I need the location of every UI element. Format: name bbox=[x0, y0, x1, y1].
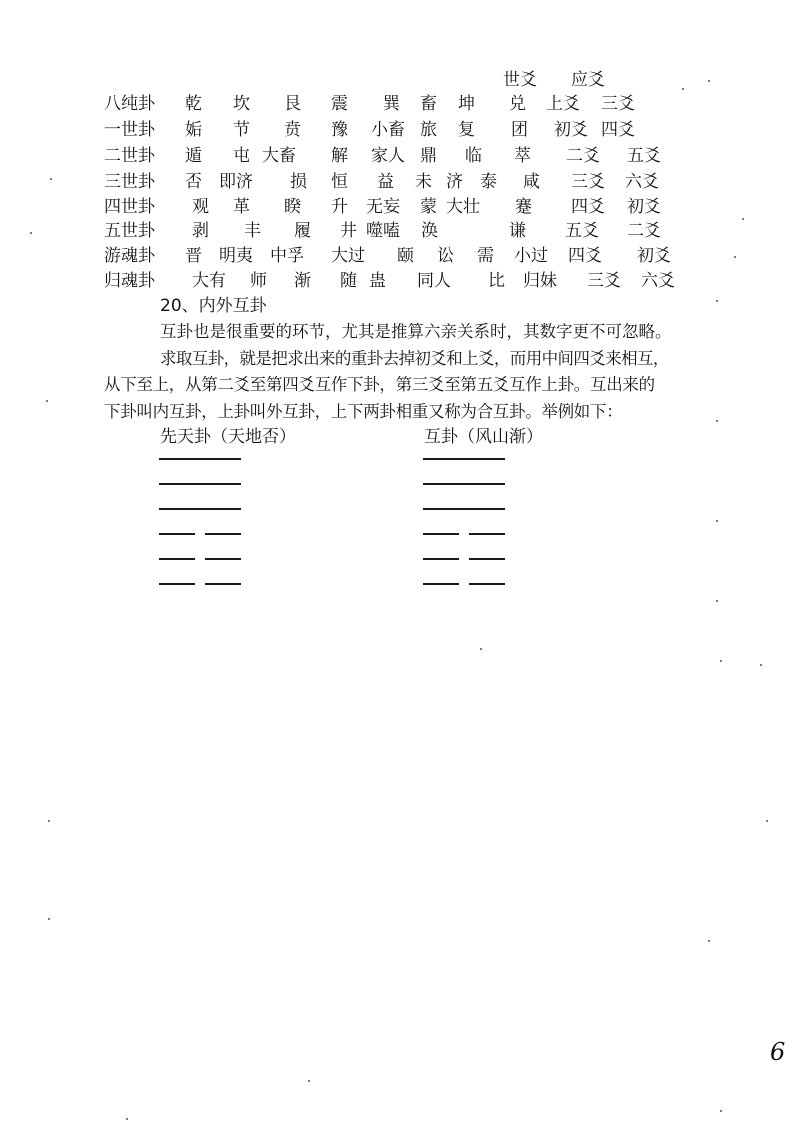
example-label-xiantian: 先天卦（天地否） bbox=[160, 427, 296, 447]
yang-line bbox=[159, 508, 241, 510]
table-cell: 三爻 bbox=[587, 271, 621, 291]
table-row-label: 八纯卦 bbox=[104, 94, 155, 114]
scan-speck bbox=[742, 218, 744, 220]
table-cell: 团 bbox=[511, 120, 528, 140]
table-cell: 晋 bbox=[185, 246, 202, 266]
table-cell: 三爻 bbox=[601, 94, 635, 114]
table-cell: 遁 bbox=[185, 146, 202, 166]
scan-speck bbox=[716, 420, 718, 422]
table-cell: 乾 bbox=[185, 94, 202, 114]
scan-speck bbox=[716, 600, 718, 602]
table-cell: 初爻 bbox=[554, 120, 588, 140]
table-cell: 睽 bbox=[284, 197, 301, 217]
table-cell: 咸 bbox=[523, 172, 540, 192]
scan-speck bbox=[480, 648, 482, 650]
table-row-label: 归魂卦 bbox=[104, 271, 155, 291]
table-cell: 随 bbox=[340, 271, 357, 291]
table-cell: 萃 bbox=[514, 146, 531, 166]
table-cell: 屯 bbox=[233, 146, 250, 166]
scan-speck bbox=[48, 820, 50, 822]
table-cell: 四爻 bbox=[601, 120, 635, 140]
table-cell: 噬嗑 bbox=[366, 221, 400, 241]
table-cell: 六爻 bbox=[625, 172, 659, 192]
table-cell: 解 bbox=[331, 146, 348, 166]
yin-line-segment bbox=[159, 583, 195, 585]
table-cell: 观 bbox=[192, 197, 209, 217]
table-cell: 蹇 bbox=[515, 197, 532, 217]
example-label-hugua: 互卦（风山渐） bbox=[424, 427, 543, 447]
scan-speck bbox=[734, 256, 736, 258]
yin-line-segment bbox=[205, 533, 241, 535]
table-cell: 蒙 bbox=[420, 197, 437, 217]
table-cell: 升 bbox=[331, 197, 348, 217]
scan-speck bbox=[716, 300, 718, 302]
table-cell: 复 bbox=[458, 120, 475, 140]
table-cell: 临 bbox=[465, 146, 482, 166]
table-cell: 大畜 bbox=[262, 146, 296, 166]
table-cell: 泰 bbox=[480, 172, 497, 192]
yin-line-segment bbox=[423, 533, 459, 535]
table-cell: 讼 bbox=[437, 246, 454, 266]
scan-speck bbox=[46, 400, 48, 402]
table-cell: 颐 bbox=[397, 246, 414, 266]
table-cell: 小畜 bbox=[371, 120, 405, 140]
table-cell: 兑 bbox=[509, 94, 526, 114]
yang-line bbox=[159, 483, 241, 485]
table-cell: 未 bbox=[415, 172, 432, 192]
table-cell: 革 bbox=[233, 197, 250, 217]
table-header-shi: 世爻 bbox=[503, 70, 537, 90]
table-row-label: 四世卦 bbox=[104, 197, 155, 217]
page-number: 6 bbox=[770, 1038, 786, 1066]
yin-line-segment bbox=[423, 583, 459, 585]
table-cell: 贲 bbox=[284, 120, 301, 140]
yin-line-segment bbox=[205, 558, 241, 560]
table-cell: 坤 bbox=[458, 94, 475, 114]
table-cell: 履 bbox=[294, 221, 311, 241]
table-cell: 中孚 bbox=[270, 246, 304, 266]
paragraph-line: 互卦也是很重要的环节，尤其是推算六亲关系时，其数字更不可忽略。 bbox=[160, 322, 672, 341]
scan-speck bbox=[760, 664, 762, 666]
scan-speck bbox=[766, 820, 768, 822]
table-cell: 豫 bbox=[331, 120, 348, 140]
table-cell: 畜 bbox=[420, 94, 437, 114]
table-cell: 同人 bbox=[417, 271, 451, 291]
paragraph-line: 下卦叫内互卦，上卦叫外互卦，上下两卦相重又称为合互卦。举例如下： bbox=[104, 402, 623, 421]
table-cell: 旅 bbox=[420, 120, 437, 140]
scan-speck bbox=[682, 88, 684, 90]
table-cell: 大有 bbox=[192, 271, 226, 291]
table-cell: 二爻 bbox=[566, 146, 600, 166]
table-cell: 恒 bbox=[331, 172, 348, 192]
scan-speck bbox=[50, 178, 52, 180]
yin-line-segment bbox=[159, 558, 195, 560]
yin-line-segment bbox=[205, 583, 241, 585]
table-cell: 涣 bbox=[421, 221, 438, 241]
table-cell: 即济 bbox=[219, 172, 253, 192]
table-cell: 大过 bbox=[331, 246, 365, 266]
yang-line bbox=[159, 458, 241, 460]
table-cell: 剥 bbox=[192, 221, 209, 241]
yin-line-segment bbox=[159, 533, 195, 535]
table-row-label: 二世卦 bbox=[104, 146, 155, 166]
table-cell: 五爻 bbox=[565, 221, 599, 241]
table-cell: 明夷 bbox=[219, 246, 253, 266]
table-row-label: 三世卦 bbox=[104, 172, 155, 192]
table-cell: 上爻 bbox=[546, 94, 580, 114]
table-cell: 初爻 bbox=[637, 246, 671, 266]
scan-speck bbox=[716, 520, 718, 522]
table-header-ying: 应爻 bbox=[571, 70, 605, 90]
scan-speck bbox=[720, 660, 722, 662]
scan-speck bbox=[708, 80, 710, 82]
table-cell: 初爻 bbox=[627, 197, 661, 217]
table-cell: 三爻 bbox=[571, 172, 605, 192]
paragraph-line: 求取互卦，就是把求出来的重卦去掉初爻和上爻，而用中间四爻来相互， bbox=[160, 349, 669, 368]
table-cell: 震 bbox=[331, 94, 348, 114]
table-cell: 巽 bbox=[383, 94, 400, 114]
table-cell: 谦 bbox=[509, 221, 526, 241]
table-cell: 四爻 bbox=[571, 197, 605, 217]
table-cell: 小过 bbox=[514, 246, 548, 266]
table-cell: 二爻 bbox=[627, 221, 661, 241]
yin-line-segment bbox=[423, 558, 459, 560]
table-cell: 否 bbox=[185, 172, 202, 192]
paragraph-line: 从下至上，从第二爻至第四爻互作下卦，第三爻至第五爻互作上卦。互出来的 bbox=[104, 375, 655, 394]
table-cell: 无妄 bbox=[366, 197, 400, 217]
table-cell: 渐 bbox=[294, 271, 311, 291]
scan-speck bbox=[708, 940, 710, 942]
yin-line-segment bbox=[469, 583, 505, 585]
table-cell: 益 bbox=[377, 172, 394, 192]
table-cell: 比 bbox=[488, 271, 505, 291]
table-cell: 济 bbox=[446, 172, 463, 192]
scan-speck bbox=[30, 232, 32, 234]
yang-line bbox=[423, 458, 505, 460]
table-cell: 五爻 bbox=[627, 146, 661, 166]
table-cell: 艮 bbox=[284, 94, 301, 114]
section-title: 20、内外互卦 bbox=[160, 296, 267, 316]
table-cell: 坎 bbox=[233, 94, 250, 114]
table-cell: 损 bbox=[290, 172, 307, 192]
table-cell: 鼎 bbox=[420, 146, 437, 166]
table-cell: 需 bbox=[477, 246, 494, 266]
table-cell: 节 bbox=[233, 120, 250, 140]
yang-line bbox=[423, 508, 505, 510]
table-row-label: 五世卦 bbox=[104, 221, 155, 241]
table-row-label: 游魂卦 bbox=[104, 246, 155, 266]
scan-speck bbox=[308, 1080, 310, 1082]
table-cell: 归妹 bbox=[523, 271, 557, 291]
table-cell: 四爻 bbox=[568, 246, 602, 266]
table-cell: 井 bbox=[340, 221, 357, 241]
yang-line bbox=[423, 483, 505, 485]
scan-speck bbox=[126, 1118, 128, 1120]
table-cell: 蛊 bbox=[369, 271, 386, 291]
table-cell: 六爻 bbox=[641, 271, 675, 291]
table-cell: 丰 bbox=[244, 221, 261, 241]
scan-speck bbox=[720, 1110, 722, 1112]
table-cell: 师 bbox=[250, 271, 267, 291]
yin-line-segment bbox=[469, 533, 505, 535]
table-cell: 大壮 bbox=[446, 197, 480, 217]
scan-speck bbox=[48, 918, 50, 920]
table-cell: 姤 bbox=[185, 120, 202, 140]
table-cell: 家人 bbox=[371, 146, 405, 166]
yin-line-segment bbox=[469, 558, 505, 560]
table-row-label: 一世卦 bbox=[104, 120, 155, 140]
